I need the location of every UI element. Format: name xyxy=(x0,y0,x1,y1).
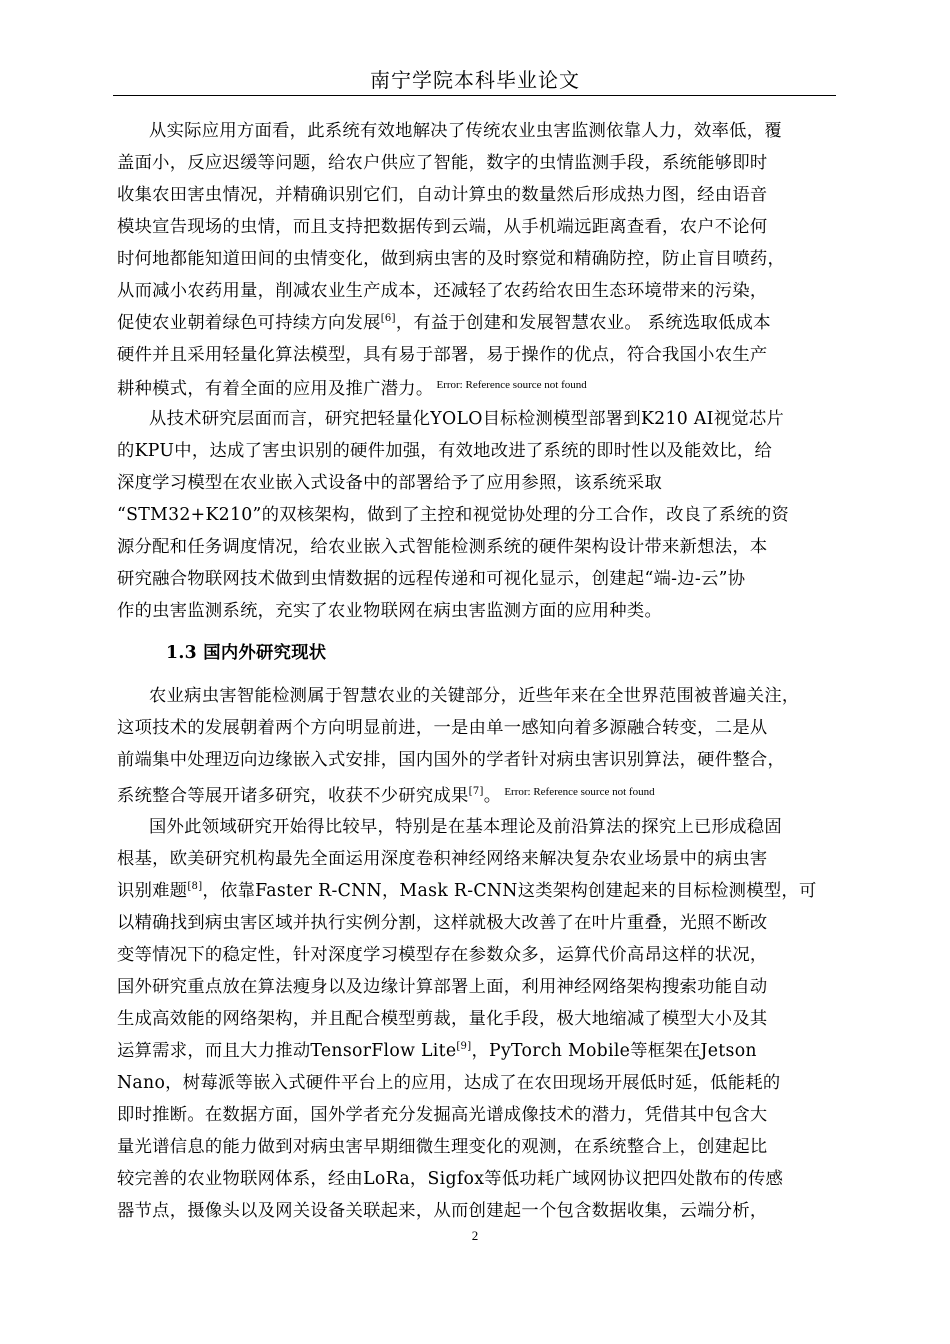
body-line: 这项技术的发展朝着两个方向明显前进，一是由单一感知向着多源融合转变，二是从 xyxy=(117,718,768,738)
citation-ref[interactable]: [8] xyxy=(187,881,203,892)
body-line xyxy=(117,881,817,901)
citation-ref[interactable]: [9] xyxy=(456,1041,472,1052)
body-line xyxy=(117,782,655,806)
body-line: 模块宣告现场的虫情，而且支持把数据传到云端，从手机端远距离查看，农户不论何 xyxy=(117,217,768,237)
reference-error-text: Error: Reference source not found xyxy=(504,786,655,798)
line-text: ，PyTorch Mobile等框架在Jetson xyxy=(471,1041,757,1061)
header-rule xyxy=(113,95,836,96)
line-text: 促使农业朝着绿色可持续方向发展 xyxy=(117,313,381,333)
running-header-title: 南宁学院本科毕业论文 xyxy=(370,68,580,92)
body-line: 从技术研究层面而言，研究把轻量化YOLO目标检测模型部署到K210 AI视觉芯片 xyxy=(149,409,785,429)
body-line: 以精确找到病虫害区域并执行实例分割，这样就极大改善了在叶片重叠，光照不断改 xyxy=(117,913,768,933)
line-text: 识别难题 xyxy=(117,881,188,901)
body-line: 根基，欧美研究机构最先全面运用深度卷积神经网络来解决复杂农业场景中的病虫害 xyxy=(117,849,768,869)
body-line xyxy=(117,313,771,333)
body-line: 源分配和任务调度情况，给农业嵌入式智能检测系统的硬件架构设计带来新想法，本 xyxy=(117,537,768,557)
section-heading: 1.3 国内外研究现状 xyxy=(166,643,327,663)
body-line: 国外研究重点放在算法瘦身以及边缘计算部署上面，利用神经网络架构搜索功能自动 xyxy=(117,977,768,997)
body-line: 农业病虫害智能检测属于智慧农业的关键部分，近些年来在全世界范围被普遍关注， xyxy=(149,686,800,706)
line-text: 耕种模式，有着全面的应用及推广潜力。 xyxy=(117,379,434,399)
body-line: 前端集中处理迈向边缘嵌入式安排，国内国外的学者针对病虫害识别算法，硬件整合， xyxy=(117,750,786,770)
body-line: 量光谱信息的能力做到对病虫害早期细微生理变化的观测，在系统整合上，创建起比 xyxy=(117,1137,768,1157)
body-line: 作的虫害监测系统，充实了农业物联网在病虫害监测方面的应用种类。 xyxy=(117,601,663,621)
body-line: 从实际应用方面看，此系统有效地解决了传统农业虫害监测依靠人力，效率低，覆 xyxy=(149,121,782,141)
page-number: 2 xyxy=(471,1228,479,1243)
body-line: 生成高效能的网络架构，并且配合模型剪裁，量化手段，极大地缩减了模型大小及其 xyxy=(117,1009,768,1029)
reference-error-text: Error: Reference source not found xyxy=(436,379,587,391)
line-text: 系统整合等展开诸多研究，收获不少研究成果 xyxy=(117,786,469,806)
body-line: 器节点，摄像头以及网关设备关联起来，从而创建起一个包含数据收集，云端分析， xyxy=(117,1201,768,1221)
body-line: 深度学习模型在农业嵌入式设备中的部署给予了应用参照，该系统采取 xyxy=(117,473,663,493)
body-line: 从而减小农药用量，削减农业生产成本，还减轻了农药给农田生态环境带来的污染， xyxy=(117,281,768,301)
body-line: 变等情况下的稳定性，针对深度学习模型存在参数众多，运算代价高昂这样的状况， xyxy=(117,945,768,965)
citation-ref[interactable]: [7] xyxy=(468,786,484,797)
body-line: 即时推断。在数据方面，国外学者充分发掘高光谱成像技术的潜力，凭借其中包含大 xyxy=(117,1105,768,1125)
line-text: ，依靠Faster R-CNN，Mask R-CNN这类架构创建起来的目标检测模型，可 xyxy=(202,881,817,901)
body-line: “STM32+K210”的双核架构，做到了主控和视觉协处理的分工合作，改良了系统的资 xyxy=(117,505,790,525)
body-line: 收集农田害虫情况，并精确识别它们，自动计算虫的数量然后形成热力图，经由语音 xyxy=(117,185,768,205)
body-line: 硬件并且采用轻量化算法模型，具有易于部署，易于操作的优点，符合我国小农生产 xyxy=(117,345,768,365)
body-line xyxy=(117,375,587,399)
body-line: 时何地都能知道田间的虫情变化，做到病虫害的及时察觉和精确防控，防止盲目喷药， xyxy=(117,249,786,269)
line-text: ，有益于创建和发展智慧农业。 系统选取低成本 xyxy=(395,313,771,333)
body-line: 国外此领域研究开始得比较早，特别是在基本理论及前沿算法的探究上已形成稳固 xyxy=(149,817,782,837)
body-line xyxy=(117,1041,757,1061)
body-line: Nano，树莓派等嵌入式硬件平台上的应用，达成了在农田现场开展低时延，低能耗的 xyxy=(117,1073,781,1093)
body-line: 盖面小，反应迟缓等问题，给农户供应了智能，数字的虫情监测手段，系统能够即时 xyxy=(117,153,768,173)
body-line: 较完善的农业物联网体系，经由LoRa，Sigfox等低功耗广域网协议把四处散布的传感 xyxy=(117,1169,784,1189)
body-line: 研究融合物联网技术做到虫情数据的远程传递和可视化显示，创建起“端-边-云”协 xyxy=(117,569,746,589)
body-line: 的KPU中，达成了害虫识别的硬件加强，有效地改进了系统的即时性以及能效比，给 xyxy=(117,441,773,461)
citation-ref[interactable]: [6] xyxy=(380,313,396,324)
line-text: 运算需求，而且大力推动TensorFlow Lite xyxy=(117,1041,457,1061)
line-text: 。 xyxy=(483,786,502,806)
